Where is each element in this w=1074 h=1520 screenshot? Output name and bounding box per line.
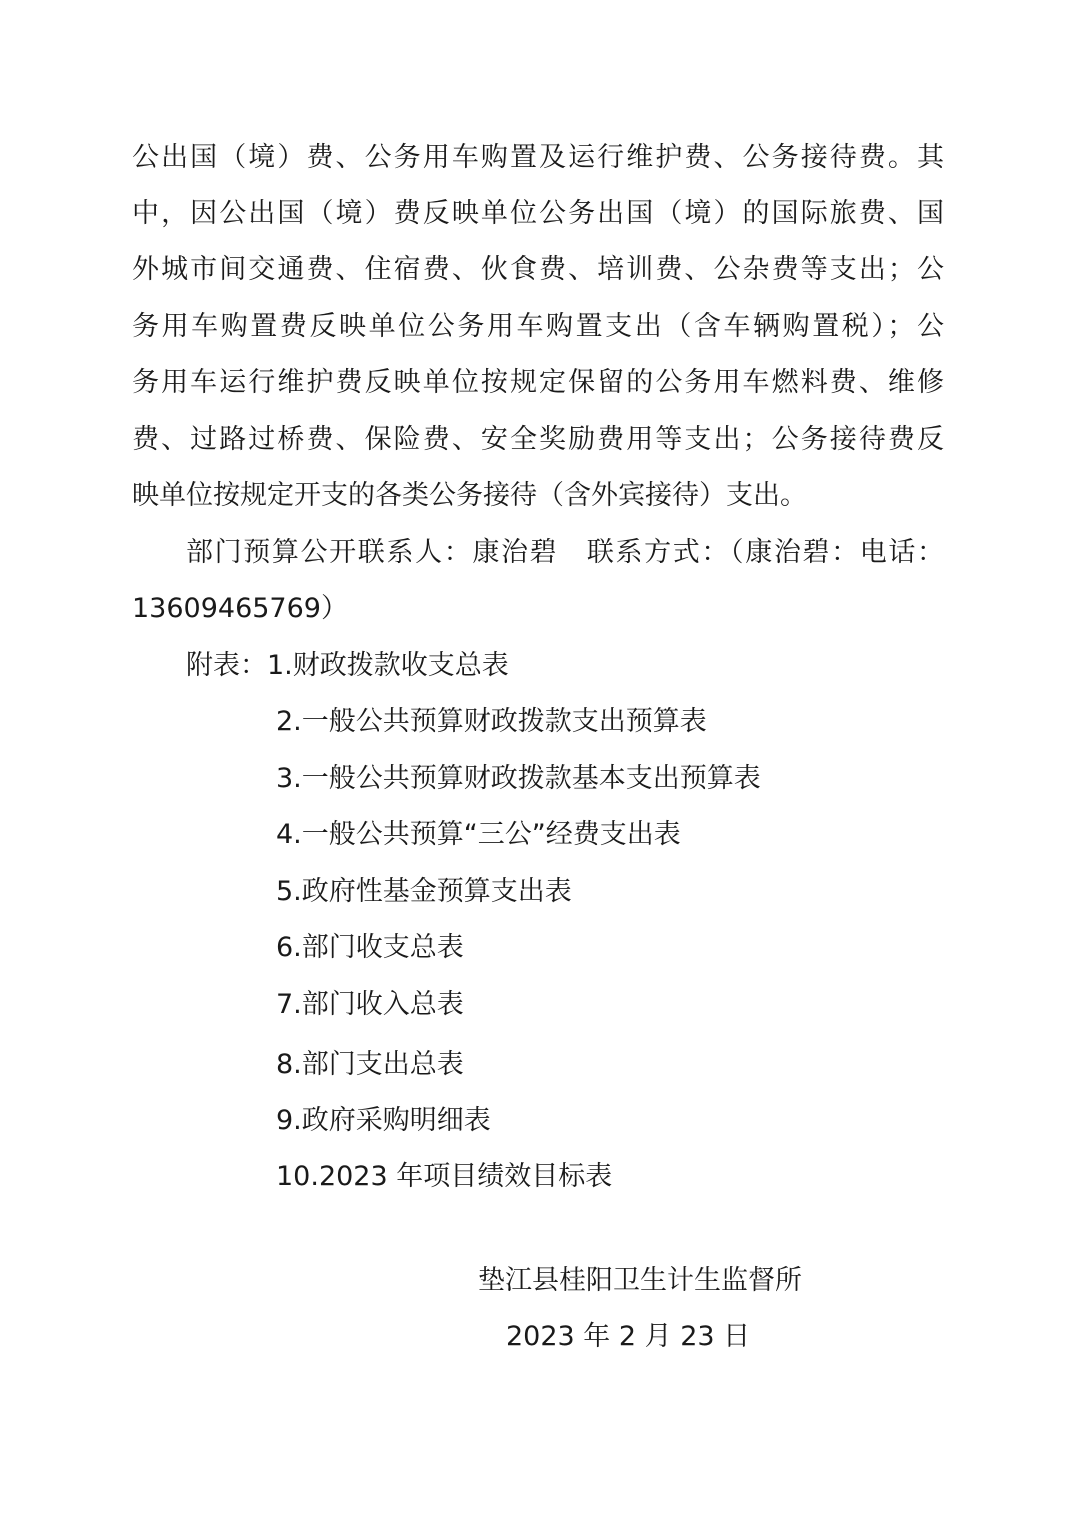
attachment-item-3: 3.一般公共预算财政拨款基本支出预算表: [276, 763, 761, 794]
attachment-item-7: 7.部门收入总表: [276, 989, 464, 1020]
attachment-item-10: 10.2023 年项目绩效目标表: [276, 1161, 613, 1192]
attachment-item-9: 9.政府采购明细表: [276, 1105, 491, 1136]
body-line-3: 外城市间交通费、住宿费、伙食费、培训费、公杂费等支出；公: [132, 254, 944, 285]
attachment-item-2: 2.一般公共预算财政拨款支出预算表: [276, 706, 707, 737]
signature-organization: 垫江县桂阳卫生计生监督所: [478, 1265, 802, 1296]
signature-date: 2023 年 2 月 23 日: [506, 1321, 751, 1352]
body-line-2: 中，因公出国（境）费反映单位公务出国（境）的国际旅费、国: [132, 198, 944, 229]
contact-line-1: 部门预算公开联系人：康治碧 联系方式：（康治碧：电话：: [186, 537, 944, 568]
attachment-item-4: 4.一般公共预算“三公”经费支出表: [276, 819, 681, 850]
body-line-4: 务用车购置费反映单位公务用车购置支出（含车辆购置税）；公: [132, 311, 944, 342]
attachment-item-8: 8.部门支出总表: [276, 1049, 464, 1080]
body-line-6: 费、过路过桥费、保险费、安全奖励费用等支出；公务接待费反: [132, 424, 944, 455]
attachment-item-6: 6.部门收支总表: [276, 932, 464, 963]
body-line-1: 公出国（境）费、公务用车购置及运行维护费、公务接待费。其: [132, 142, 944, 173]
attachment-item-5: 5.政府性基金预算支出表: [276, 876, 572, 907]
contact-line-2: 13609465769）: [132, 593, 348, 624]
body-line-7: 映单位按规定开支的各类公务接待（含外宾接待）支出。: [132, 480, 807, 511]
attachments-label: [186, 649, 509, 683]
attachments-label-text: 附表：: [186, 650, 267, 681]
attachment-item-1: 1.财政拨款收支总表: [267, 650, 509, 681]
body-line-5: 务用车运行维护费反映单位按规定保留的公务用车燃料费、维修: [132, 367, 944, 398]
